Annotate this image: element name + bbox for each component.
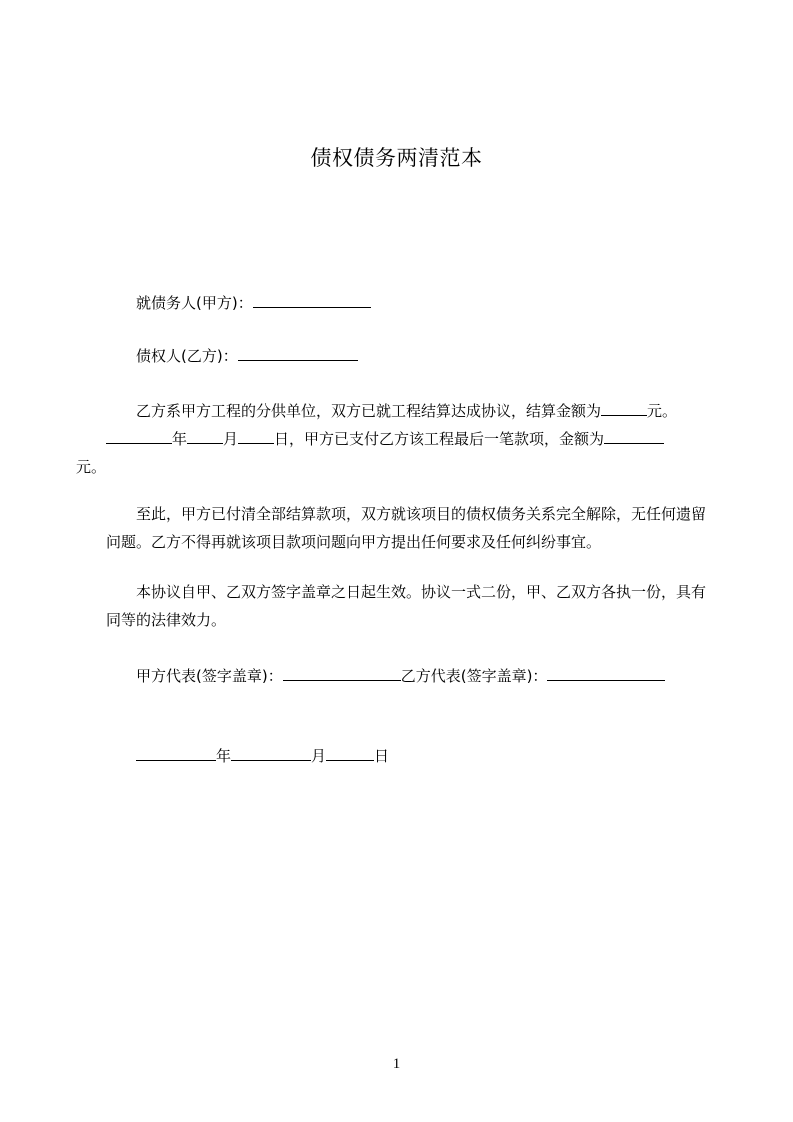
signature-line xyxy=(136,665,665,686)
sign-day-blank[interactable] xyxy=(326,746,374,761)
sign-month-blank[interactable] xyxy=(231,746,311,761)
document-title: 债权债务两清范本 xyxy=(310,146,483,170)
party-b-signature-blank[interactable] xyxy=(547,666,665,681)
month-blank[interactable] xyxy=(187,429,223,444)
para1-text-b: 元。 xyxy=(647,402,678,420)
sign-year-blank[interactable] xyxy=(136,746,216,761)
para1-text-e: 日，甲方已支付乙方该工程最后一笔款项，金额为 xyxy=(274,430,605,448)
party-b-signature-label: 乙方代表(签字盖章)： xyxy=(400,667,548,685)
creditor-label: 债权人(乙方)： xyxy=(136,347,238,365)
party-a-signature-blank[interactable] xyxy=(283,666,401,681)
para1-text-a: 乙方系甲方工程的分供单位，双方已就工程结算达成协议，结算金额为 xyxy=(136,402,602,420)
para1-second-line xyxy=(106,425,664,453)
clearance-paragraph: 至此，甲方已付清全部结算款项，双方就该项目的债权债务关系完全解除，无任何遗留问题。乙方不得再就该项目款项问题向甲方提出任何要求及任何纠纷事宜。 xyxy=(106,505,707,551)
para1-text-d: 月 xyxy=(223,430,239,448)
creditor-blank[interactable] xyxy=(238,346,358,361)
debtor-label: 就债务人(甲方)： xyxy=(136,294,253,312)
settlement-amount-blank[interactable] xyxy=(601,401,647,416)
day-blank[interactable] xyxy=(238,429,274,444)
debtor-line xyxy=(136,292,371,313)
date-year-label: 年 xyxy=(216,747,232,765)
para1-text-f: 元。 xyxy=(76,458,107,476)
year-blank[interactable] xyxy=(106,429,172,444)
settlement-paragraph xyxy=(76,397,712,481)
creditor-line xyxy=(136,345,358,366)
date-month-label: 月 xyxy=(311,747,327,765)
para1-text-c: 年 xyxy=(172,430,188,448)
paid-amount-blank[interactable] xyxy=(604,429,664,444)
party-a-signature-label: 甲方代表(签字盖章)： xyxy=(136,667,283,685)
effectiveness-paragraph: 本协议自甲、乙双方签字盖章之日起生效。协议一式二份，甲、乙双方各执一份，具有同等的法律效力。 xyxy=(106,583,707,629)
page-number: 1 xyxy=(392,1056,401,1072)
date-day-label: 日 xyxy=(374,747,390,765)
debtor-blank[interactable] xyxy=(253,293,371,308)
date-line xyxy=(136,745,389,766)
